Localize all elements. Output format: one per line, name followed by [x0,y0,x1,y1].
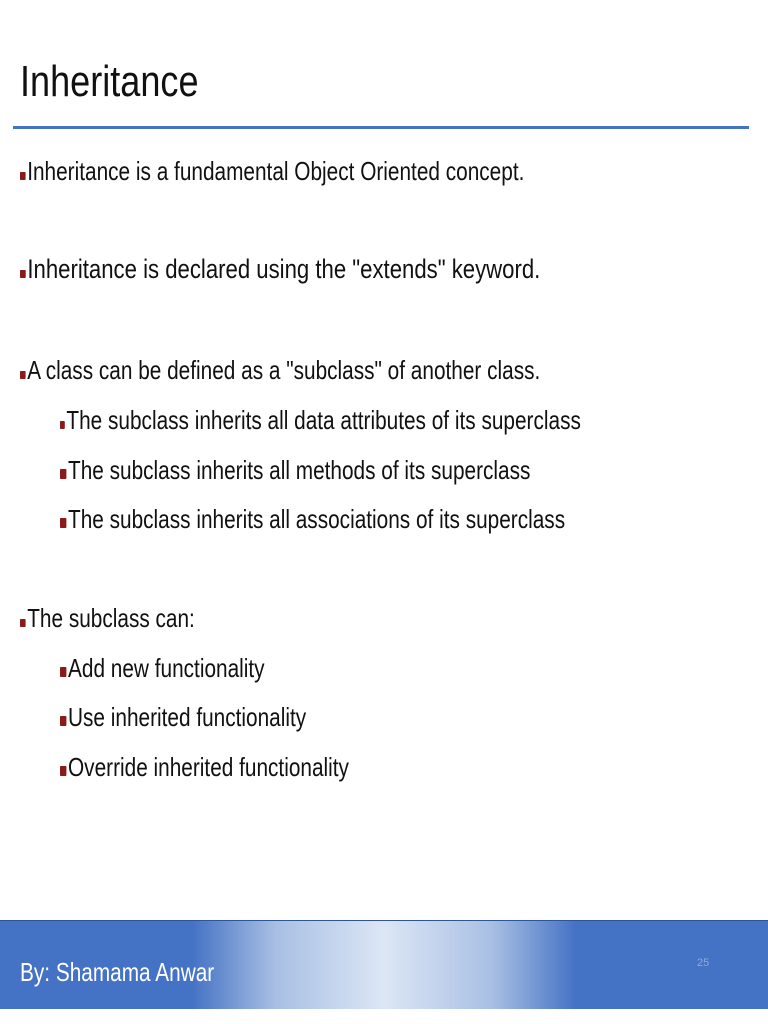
bullet-text: The subclass inherits all data attributes of its superclass [66,405,581,435]
bullet-text: The subclass inherits all methods of its superclass [68,455,531,485]
bullet-item [20,603,195,634]
bullet-text: Use inherited functionality [68,702,307,732]
sub-bullet-item [60,653,265,684]
bullet-text: A class can be defined as a "subclass" of another class. [27,355,541,385]
bullet-item [20,156,524,187]
bullet-square-icon [20,371,26,379]
bullet-square-icon [60,716,66,726]
bullet-square-icon [60,766,66,776]
sub-bullet-item [60,405,581,436]
slide-title: Inheritance [20,57,199,106]
sub-bullet-item [60,504,565,535]
sub-bullet-item [60,455,530,486]
bullet-square-icon [60,469,66,479]
sub-bullet-item [60,702,306,733]
bullet-text: Inheritance is declared using the "extends" keyword. [27,254,541,284]
bullet-text: The subclass inherits all associations of its superclass [68,504,566,534]
bullet-text: The subclass can: [27,603,195,633]
bullet-square-icon [60,421,65,429]
bullet-square-icon [60,667,66,677]
bullet-square-icon [20,172,26,180]
bullet-square-icon [20,270,26,278]
bullet-item [20,355,540,386]
bullet-square-icon [60,518,66,528]
bullet-square-icon [20,619,26,627]
bullet-text: Inheritance is a fundamental Object Oriented concept. [27,156,525,186]
sub-bullet-item [60,752,349,783]
footer-author: By: Shamama Anwar [20,957,215,987]
page-number: 25 [697,957,710,969]
slide-footer [0,920,768,1009]
bullet-text: Override inherited functionality [68,752,349,782]
bullet-text: Add new functionality [68,653,265,683]
bullet-item [20,254,540,285]
